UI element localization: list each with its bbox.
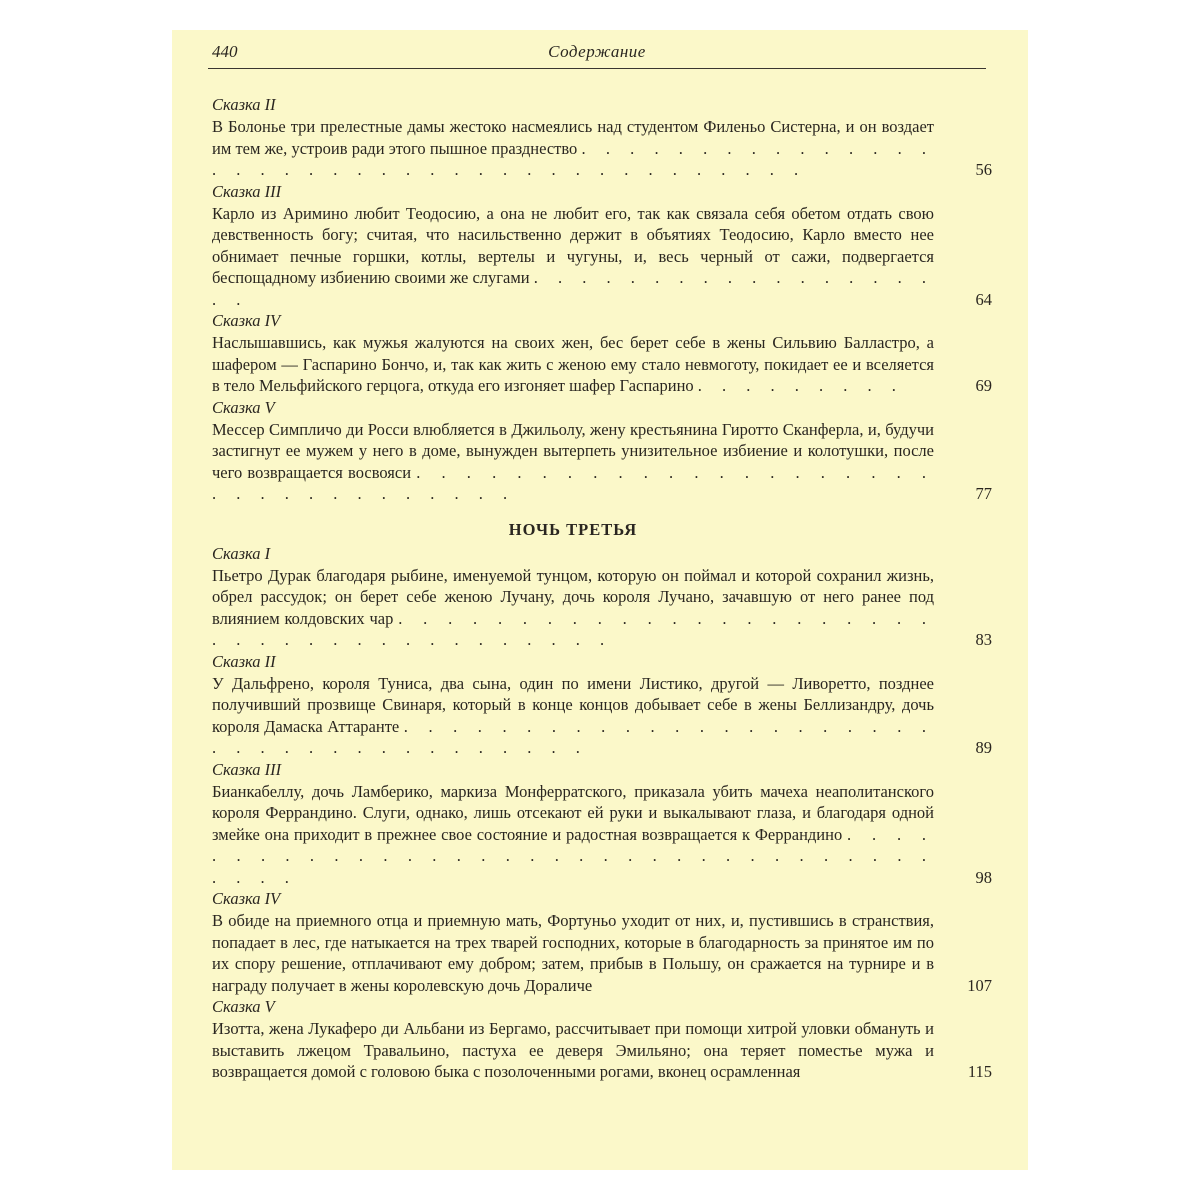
- dot-leader: . . . . . . . . . . . . . . . . . . .: [212, 268, 935, 309]
- tale-summary-text: Наслышавшись, как мужья жалуются на своих жен, бес берет себе в жены Сильвию Балластро, а шафером — Гаспарино Бончо, и, так как жить с женою ему стало невмоготу, покидает ее и вселяется в тело Мельфийского герцога, откуда его изгоняет шафер Гаспарино: [212, 333, 934, 395]
- tale-summary: [212, 910, 992, 996]
- tale-page-number: 64: [975, 289, 992, 309]
- tale-page-number: 56: [975, 160, 992, 179]
- running-title: Содержание: [548, 42, 646, 61]
- tale-page-number: 77: [975, 484, 992, 503]
- tale-summary: [212, 781, 992, 889]
- dot-leader: . . . . . . . . . . . . . . . . . . . . . . . . . . . . . . . . . . . . . .: [212, 824, 935, 887]
- tale-label: Сказка III: [212, 181, 282, 201]
- tale-label: Сказка II: [212, 651, 276, 671]
- tale-summary-text: Карло из Аримино любит Теодосию, а она не любит его, так как связала себя обетом отдать свою девственность богу; считая, что насильственно держит в объятиях Теодосию, Карло вместо нее обнимает печные горшки, котлы, вертелы и чугуны, и, весь черный от сажи, подвергается беспощадному избиению своими же слугами: [212, 203, 934, 287]
- table-of-contents: [212, 94, 992, 1083]
- book-page: [172, 30, 1028, 1170]
- tale-label: Сказка I: [212, 543, 271, 563]
- tale-page-number: 69: [975, 376, 992, 395]
- dot-leader: . . . . . . . . . . . . . . . . . . . . . . . . . . . . . . . . . .: [212, 462, 935, 503]
- tale-page-number: 107: [967, 975, 992, 995]
- tale-label: Сказка V: [212, 397, 275, 417]
- tale-label: Сказка IV: [212, 311, 281, 330]
- section-heading: НОЧЬ ТРЕТЬЯ: [508, 519, 638, 539]
- tale-label: Сказка V: [212, 997, 275, 1016]
- dot-leader: . . . . . . . . . . . . . . . . . . . . . . . . . . . . . . . . . . . . . . . .: [212, 138, 934, 179]
- tale-summary: [212, 332, 992, 397]
- tale-summary-text: У Дальфрено, короля Туниса, два сына, один по имени Листико, другой — Ливоретто, позднее получивший прозвище Свинаря, который в конце концов добывает себе в жены Беллизандру, дочь короля Дамаска Аттаранте: [212, 673, 934, 736]
- tale-summary: [212, 673, 992, 759]
- tale-page-number: 83: [975, 630, 992, 649]
- dot-leader: . . . . . . . . .: [697, 376, 904, 395]
- toc-entry: [212, 543, 992, 651]
- tale-summary-text: В Болонье три прелестные дамы жестоко насмеялись над студентом Филеньо Систерна, и он воздает им тем же, устроив ради этого пышное празднество: [212, 117, 934, 158]
- page-number: 440: [212, 42, 238, 61]
- tale-label: Сказка IV: [212, 889, 281, 908]
- page-header: [208, 38, 986, 69]
- tale-summary: [212, 116, 992, 181]
- tale-summary: [212, 419, 992, 505]
- tale-page-number: 89: [975, 738, 992, 757]
- toc-entry: [212, 397, 992, 505]
- toc-entry: [212, 651, 992, 759]
- tale-label: Сказка III: [212, 759, 282, 779]
- tale-summary: [212, 565, 992, 651]
- tale-summary: [212, 203, 992, 311]
- tale-summary-text: Мессер Симпличо ди Росси влюбляется в Джильолу, жену крестьянина Гиротто Сканферла, и, будучи застигнут ее мужем у него в доме, вынужден вытерпеть унизительное избиение и колотушки, после чего возвращается восвояси: [212, 419, 934, 482]
- toc-entry: [212, 759, 992, 889]
- toc-entry: [212, 94, 992, 181]
- dot-leader: . . . . . . . . . . . . . . . . . . . . . . . . . . . . . . . . . . . . . . .: [212, 608, 935, 649]
- tale-summary-text: Бианкабеллу, дочь Ламберико, маркиза Монферратского, приказала убить мачеха неаполитанского короля Феррандино. Слуги, однако, лишь отсекают ей руки и выкалывают глаза, и благодаря одной змейке она приходит в прежнее свое состояние и радостная возвращается к Феррандино: [212, 781, 934, 844]
- toc-entry: [212, 996, 992, 1083]
- toc-entry: [212, 888, 992, 996]
- toc-entry: [212, 181, 992, 311]
- tale-page-number: 115: [967, 1062, 992, 1081]
- tale-summary-text: Изотта, жена Лукаферо ди Альбани из Бергамо, рассчитывает при помощи хитрой уловки обмануть и выставить лжецом Травальино, пастуха ее деверя Эмильяно; она теряет поместье мужа и возвращается домой с головою быка с позолоченными рогами, вконец осрамленная: [212, 1019, 934, 1081]
- tale-summary-text: В обиде на приемного отца и приемную мать, Фортуньо уходит от них, и, пустившись в странствия, попадает в лес, где натыкается на трех тварей господних, которые в благодарность за принятое им по их спору решение, отплачивают ему добром; затем, прибыв в Польшу, он сражается на турнире и в награду получает в жены королевскую дочь Дораличе: [212, 911, 934, 995]
- tale-label: Сказка II: [212, 95, 276, 114]
- tale-summary: [212, 1018, 992, 1083]
- dot-leader: . . . . . . . . . . . . . . . . . . . . . . . . . . . . . . . . . . . . . .: [212, 716, 934, 757]
- toc-entry: [212, 310, 992, 397]
- tale-summary-text: Пьетро Дурак благодаря рыбине, именуемой тунцом, которую он поймал и которой сохранил жизнь, обрел рассудок; он берет себе женою Лучану, дочь короля Лучано, зачавшую от него ранее под влиянием колдовских чар: [212, 565, 934, 628]
- tale-page-number: 98: [975, 867, 992, 887]
